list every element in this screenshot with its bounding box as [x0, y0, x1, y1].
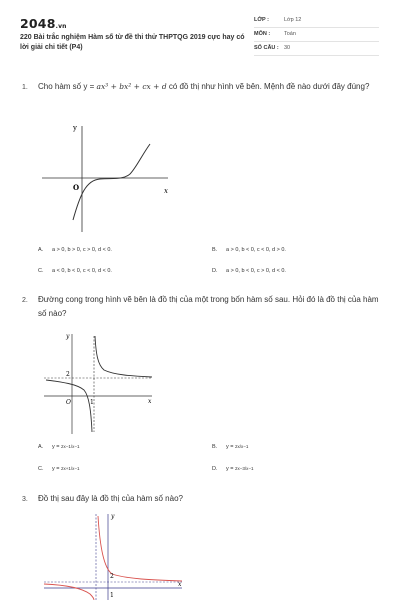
- q2-label-o: O: [66, 399, 71, 406]
- q1-label-y: y: [73, 124, 77, 132]
- q2-option-c-label: C.: [38, 466, 44, 472]
- q1-option-b[interactable]: [212, 247, 286, 253]
- site-logo[interactable]: [20, 16, 67, 31]
- logo-main: 2048: [20, 16, 56, 31]
- document-title: 220 Bài trắc nghiệm Hàm số từ đề thi thử THPTQG 2019 cực hay có lời giải chi tiết (P4): [20, 34, 245, 51]
- q2-option-c-text: y =: [52, 466, 62, 472]
- question-2-number: 2.: [22, 297, 28, 304]
- question-list: [8, 68, 392, 600]
- q1-option-a-text: a > 0, b > 0, c > 0, d < 0.: [52, 247, 112, 253]
- meta-class-key: LỚP :: [254, 17, 269, 23]
- q1-option-b-text: a > 0, b < 0, c < 0, d > 0.: [226, 247, 286, 253]
- q3-label-1: 1: [110, 592, 114, 599]
- q2-option-c[interactable]: [38, 466, 80, 472]
- q2-option-c-fraction: 2x+1/x−1: [61, 466, 80, 471]
- q1-option-c-text: a < 0, b < 0, c < 0, d < 0.: [52, 268, 112, 274]
- q2-label-1: 1: [90, 399, 94, 406]
- page-header: [0, 0, 400, 64]
- q2-option-b-text: y =: [226, 444, 236, 450]
- q1-option-d-label: D.: [212, 268, 218, 274]
- q1-option-c[interactable]: [38, 268, 112, 274]
- q2-option-d[interactable]: [212, 466, 254, 472]
- question-2-graph: [42, 330, 157, 435]
- meta-class-value: Lớp 12: [284, 17, 302, 23]
- q3-curve-left: [44, 584, 94, 600]
- q2-label-x: x: [148, 398, 152, 405]
- q1-option-b-label: B.: [212, 247, 218, 253]
- meta-subject-value: Toán: [284, 31, 296, 37]
- q2-option-a-label: A.: [38, 444, 44, 450]
- question-3-text: Đồ thị sau đây là đồ thị của hàm số nào?: [38, 494, 183, 503]
- q2-option-a[interactable]: [38, 444, 80, 450]
- question-3-graph: [42, 508, 192, 600]
- q3-label-y: y: [111, 513, 115, 520]
- logo-suffix: .vn: [55, 23, 67, 30]
- question-1-number: 1.: [22, 84, 28, 91]
- q3-label-x: x: [178, 581, 182, 588]
- meta-count: [254, 42, 379, 56]
- meta-subject: [254, 28, 379, 42]
- question-1-formula: ax³ + bx² + cx + d: [96, 82, 167, 91]
- q2-option-a-fraction: 2x−1/x−1: [61, 444, 80, 449]
- q1-option-a[interactable]: [38, 247, 112, 253]
- q1-label-x: x: [164, 187, 168, 195]
- question-1-text: [38, 80, 388, 94]
- q2-option-b[interactable]: [212, 444, 248, 450]
- q2-option-d-fraction: 2x−3/x−1: [235, 466, 254, 471]
- q2-curve-left: [46, 380, 92, 432]
- q1-option-c-label: C.: [38, 268, 44, 274]
- meta-class: [254, 14, 379, 28]
- q2-option-d-label: D.: [212, 466, 218, 472]
- question-1-graph: [38, 120, 178, 235]
- q2-curve-right: [95, 336, 152, 377]
- meta-count-key: SỐ CÂU :: [254, 45, 279, 51]
- q1-curve: [73, 144, 150, 220]
- question-1-prefix: Cho hàm số y =: [38, 82, 97, 91]
- question-2-text: Đường cong trong hình vẽ bên là đồ thị của một trong bốn hàm số sau. Hỏi đó là đồ thị của hàm số nào?: [38, 295, 379, 318]
- q2-option-b-fraction: 2x/x−1: [235, 444, 249, 449]
- q2-label-y: y: [66, 333, 70, 340]
- q1-label-o: O: [73, 183, 80, 192]
- q1-option-d[interactable]: [212, 268, 286, 274]
- question-1-suffix: có đồ thị như hình vẽ bên. Mệnh đề nào dưới đây đúng?: [166, 82, 370, 91]
- q2-option-d-text: y =: [226, 466, 236, 472]
- question-3-number: 3.: [22, 496, 28, 503]
- q1-option-d-text: a > 0, b < 0, c > 0, d < 0.: [226, 268, 286, 274]
- q2-option-a-text: y =: [52, 444, 62, 450]
- q3-curve-right: [98, 516, 182, 581]
- meta-count-value: 30: [284, 45, 291, 51]
- q2-label-2: 2: [66, 371, 70, 378]
- q1-option-a-label: A.: [38, 247, 44, 253]
- meta-subject-key: MÔN :: [254, 31, 271, 37]
- q2-option-b-label: B.: [212, 444, 218, 450]
- q3-label-2: 2: [110, 573, 114, 580]
